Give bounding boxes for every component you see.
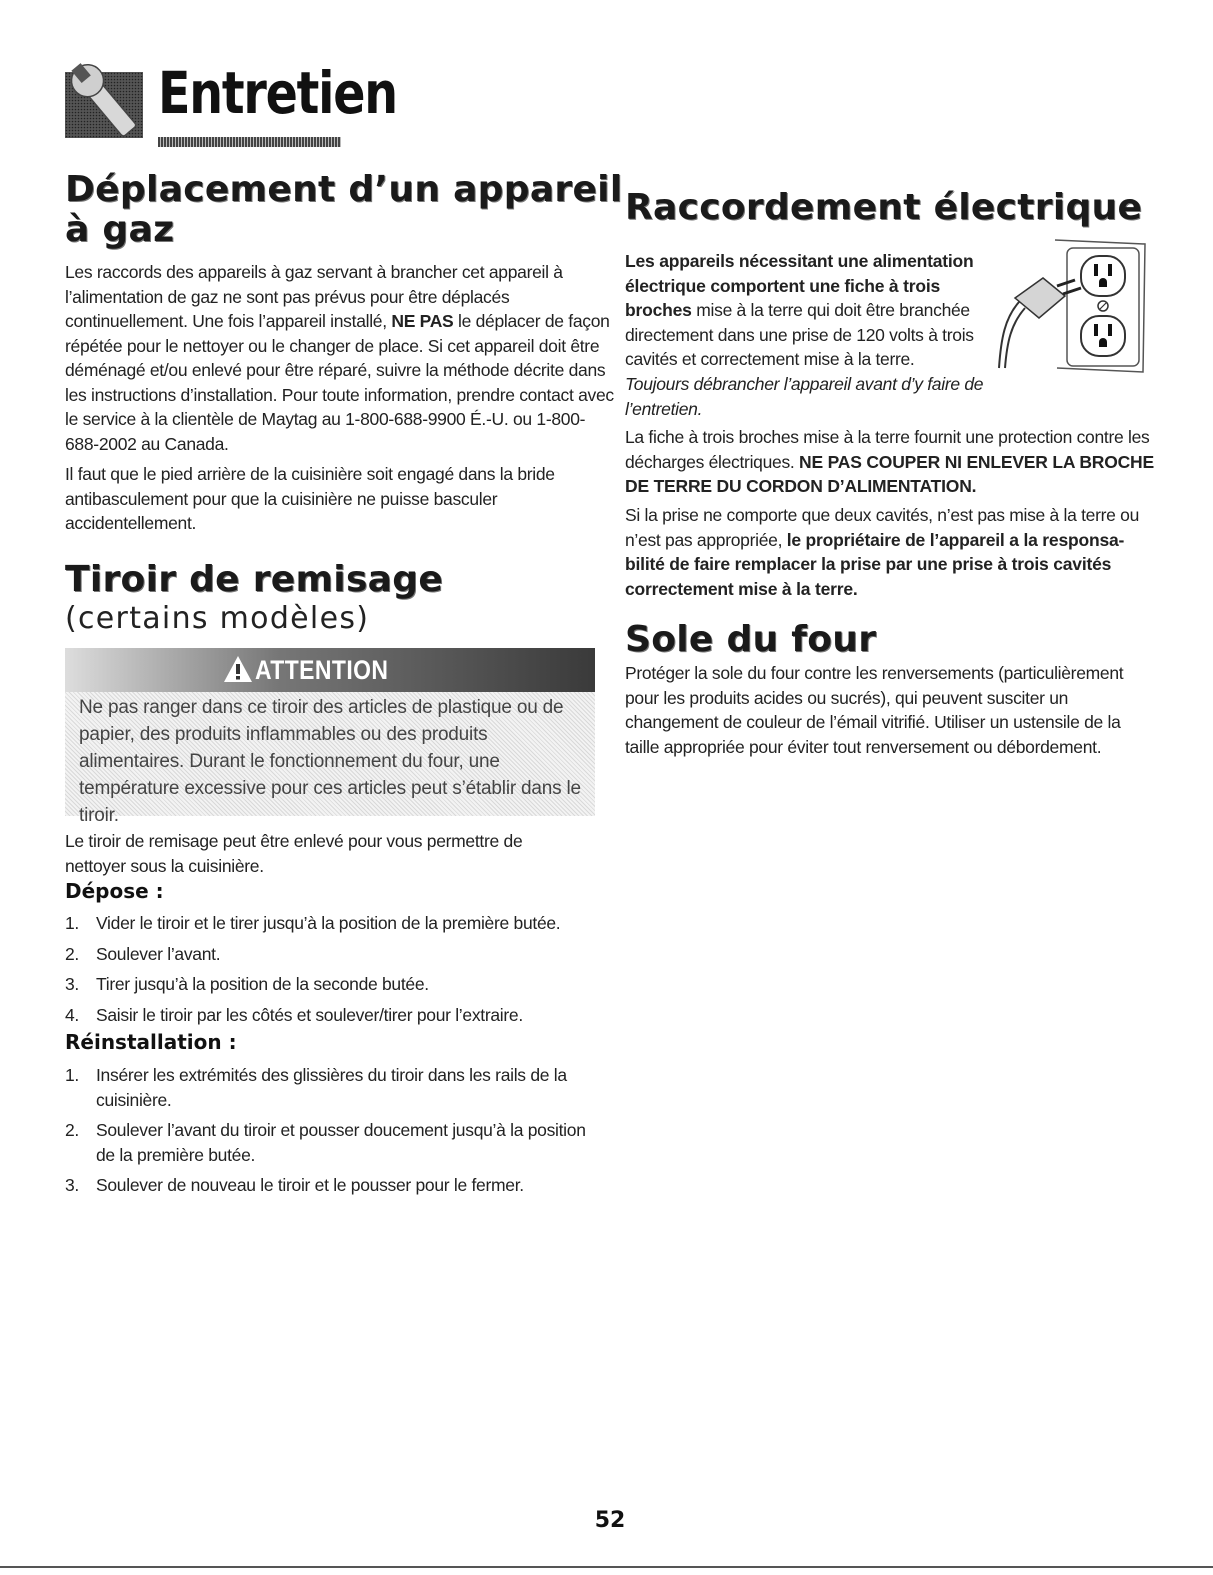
text-run: La fiche à trois broches mise à la terre fournit une protection contre les décharges électriques. bbox=[625, 427, 1150, 472]
step-number: 4. bbox=[65, 1004, 79, 1025]
warning-triangle-icon bbox=[223, 654, 253, 684]
raccordement-paragraph-2: Toujours débrancher l’appareil avant d’y faire de l’entretien. bbox=[625, 374, 984, 419]
heading-deplacement-line2: à gaz bbox=[65, 209, 175, 250]
step-number: 1. bbox=[65, 1065, 79, 1085]
list-item bbox=[65, 1063, 595, 1112]
title-underline bbox=[158, 137, 341, 147]
depose-steps bbox=[65, 911, 595, 1033]
attention-box bbox=[65, 648, 595, 826]
sole-paragraph: Protéger la sole du four contre les renversements (particulièrement pour les produits acides ou sucrés), qui peuvent susciter un changement de couleur de l’émail vitrifié. Utiliser un ustensile de la taille appropriée pour éviter tout renversement ou débordement. bbox=[625, 663, 1124, 757]
list-item bbox=[65, 942, 595, 967]
list-item bbox=[65, 911, 595, 936]
step-number: 1. bbox=[65, 913, 79, 933]
raccordement-paragraph-3 bbox=[625, 425, 1155, 499]
text-run: Les raccords des appareils à gaz servant à brancher cet appareil à l’alimentation de gaz ne sont pas prévus pour être déplacés continuellement. Une fois l’appareil installé, bbox=[65, 262, 563, 331]
text-run: le déplacer de façon répétée pour le nettoyer ou le changer de place. Si cet appareil doit être déménagé et/ou enlevé pour être réparé, suivre la méthode décrite dans les instructions d’installation. Pour toute information, prendre contact avec le service à la clientèle de Maytag au 1-800-688-9900 É.-U. ou 1-800-688-2002 au Canada. bbox=[65, 311, 614, 454]
bold-run: Les appareils nécessitant une alimentation électrique comportent une fiche à trois broches bbox=[625, 251, 974, 320]
attention-label: ATTENTION bbox=[255, 655, 389, 685]
bold-run: NE PAS COUPER NI ENLEVER LA BROCHE DE TERRE DU CORDON D’ALIMENTATION. bbox=[625, 451, 1154, 496]
bold-run: le propriétaire de l’appareil a la responsa-bilité de faire remplacer la prise par une prise à trois cavités correctement mise à la terre. bbox=[625, 529, 1125, 599]
step-number: 2. bbox=[65, 1120, 79, 1140]
step-text: Saisir le tiroir par les côtés et soulever/tirer pour l’extraire. bbox=[96, 1004, 523, 1025]
heading-reinstallation: Réinstallation : bbox=[65, 1030, 237, 1054]
heading-sole: Sole du four bbox=[625, 619, 877, 660]
heading-tiroir: Tiroir de remisage bbox=[65, 559, 444, 600]
tiroir-intro: Le tiroir de remisage peut être enlevé pour vous permettre de nettoyer sous la cuisinière. bbox=[65, 831, 523, 876]
page-number: 52 bbox=[594, 1508, 626, 1533]
raccordement-paragraph-4 bbox=[625, 503, 1155, 601]
deplacement-paragraph-2: Il faut que le pied arrière de la cuisinière soit engagé dans la bride antibasculement pour que la cuisinière ne puisse basculer accidentellement. bbox=[65, 464, 555, 533]
step-text: Insérer les extrémités des glissières du tiroir dans les rails de la cuisinière. bbox=[96, 1065, 567, 1110]
step-number: 3. bbox=[65, 1175, 79, 1195]
footer-rule bbox=[0, 1566, 1213, 1568]
step-text: Vider le tiroir et le tirer jusqu’à la position de la première butée. bbox=[96, 913, 561, 933]
page-title: Entretien bbox=[158, 59, 397, 127]
wrench-icon bbox=[65, 60, 145, 142]
deplacement-paragraph-1 bbox=[65, 260, 615, 456]
text-run: mise à la terre qui doit être branchée directement dans une prise de 120 volts à trois cavités et correctement mise à la terre. bbox=[625, 300, 974, 369]
heading-deplacement-line1: Déplacement d’un appareil bbox=[65, 169, 623, 210]
bold-run: NE PAS bbox=[391, 311, 454, 331]
list-item bbox=[65, 1173, 595, 1198]
attention-text: Ne pas ranger dans ce tiroir des articles de plastique ou de papier, des produits inflammables ou des produits alimentaires. Durant le fonctionnement du four, une température excessive pour ces articles peut s’établir dans le tiroir. bbox=[79, 697, 581, 826]
text-run: Si la prise ne comporte que deux cavités, n’est pas mise à la terre ou n’est pas appropriée, bbox=[625, 505, 1139, 550]
list-item bbox=[65, 972, 595, 997]
attention-header bbox=[65, 648, 595, 692]
step-text: Soulever l’avant du tiroir et pousser doucement jusqu’à la position de la première butée. bbox=[96, 1120, 586, 1165]
list-item bbox=[65, 1118, 595, 1167]
outlet-plug-icon bbox=[995, 238, 1155, 378]
step-number: 3. bbox=[65, 974, 79, 994]
deplacement-section bbox=[65, 260, 615, 542]
reinstallation-steps bbox=[65, 1063, 595, 1204]
subheading-tiroir: (certains modèles) bbox=[65, 601, 370, 636]
step-text: Soulever de nouveau le tiroir et le pousser pour le fermer. bbox=[96, 1175, 524, 1195]
heading-deplacement bbox=[65, 170, 625, 250]
heading-depose: Dépose : bbox=[65, 879, 164, 903]
step-number: 2. bbox=[65, 943, 79, 964]
heading-raccordement: Raccordement électrique bbox=[625, 187, 1143, 228]
raccordement-paragraph-1 bbox=[625, 249, 990, 372]
step-text: Soulever l’avant. bbox=[96, 943, 221, 964]
attention-body bbox=[65, 692, 595, 826]
step-text: Tirer jusqu’à la position de la seconde butée. bbox=[96, 974, 429, 994]
list-item bbox=[65, 1003, 595, 1028]
